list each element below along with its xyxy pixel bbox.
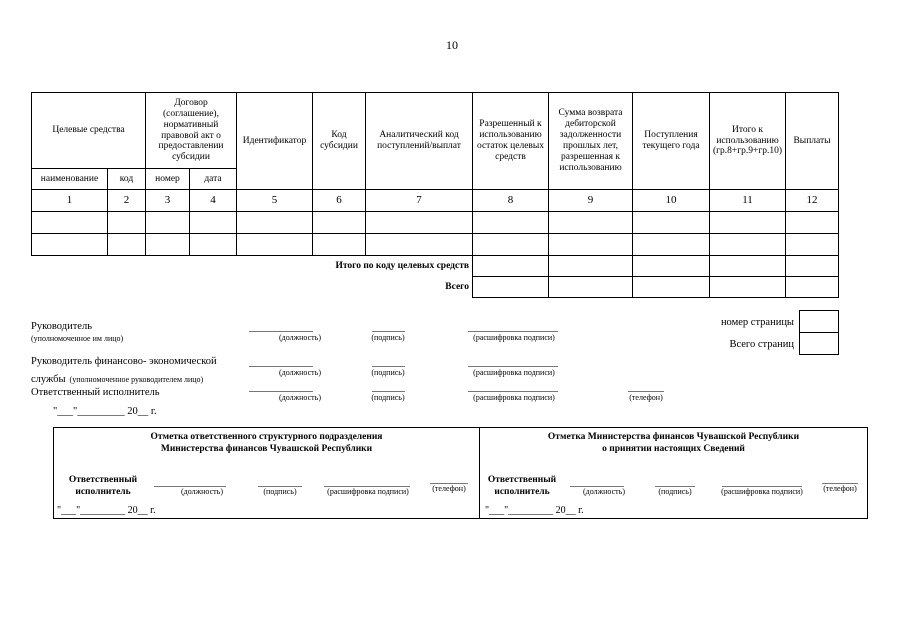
marks-box xyxy=(53,427,868,519)
page-number-box[interactable] xyxy=(799,310,839,333)
fin-head-label-2: службы xyxy=(31,374,66,385)
header-current-receipts: Поступления текущего года xyxy=(633,93,710,190)
total-by-code-row xyxy=(32,256,839,277)
head-position-caption: (должность) xyxy=(279,333,321,342)
left-phone-caption: (телефон) xyxy=(432,484,466,493)
fin-decoding-line xyxy=(468,366,558,367)
table-cell[interactable] xyxy=(786,277,839,298)
column-number: 3 xyxy=(146,190,190,212)
header-return-sum: Сумма возврата дебиторской задолженности прошлых лет, разрешенная к использованию xyxy=(549,93,633,190)
left-mark-title: Отметка ответственного структурного подразделения Министерства финансов Чувашской Республики xyxy=(150,432,383,454)
column-number: 11 xyxy=(710,190,786,212)
header-target-funds: Целевые средства xyxy=(32,93,146,169)
table-cell[interactable] xyxy=(549,277,633,298)
header-analytic-code: Аналитический код поступлений/выплат xyxy=(366,93,473,190)
right-signature-caption: (подпись) xyxy=(658,487,692,496)
subheader-code: код xyxy=(108,169,146,190)
left-position-caption: (должность) xyxy=(181,487,223,496)
table-cell[interactable] xyxy=(549,234,633,256)
head-position-line xyxy=(249,331,313,332)
table-cell[interactable] xyxy=(633,256,710,277)
table-cell[interactable] xyxy=(146,212,190,234)
header-allowed-remainder: Разрешенный к использованию остаток целевых средств xyxy=(473,93,549,190)
column-number: 5 xyxy=(237,190,313,212)
table-cell[interactable] xyxy=(473,256,549,277)
header-contract: Договор (соглашение), нормативный правовой акт о предоставлении субсидии xyxy=(146,93,237,169)
table-cell[interactable] xyxy=(710,256,786,277)
executor-date: "___"_________ 20__ г. xyxy=(53,406,157,417)
total-pages-box[interactable] xyxy=(799,332,839,355)
head-signature-line xyxy=(372,331,405,332)
exec-signature-line xyxy=(372,391,405,392)
table-cell[interactable] xyxy=(313,212,366,234)
fin-signature-caption: (подпись) xyxy=(371,368,405,377)
page-number-label: номер страницы xyxy=(720,317,794,328)
column-number: 12 xyxy=(786,190,839,212)
head-decoding-line xyxy=(468,331,558,332)
right-executor-label: Ответственный исполнитель xyxy=(487,475,557,497)
exec-phone-line xyxy=(628,391,664,392)
head-label: Руководитель xyxy=(31,321,92,332)
grand-total-label: Всего xyxy=(445,281,469,292)
page-number: 10 xyxy=(446,38,458,52)
table-row xyxy=(32,212,839,234)
table-cell[interactable] xyxy=(190,212,237,234)
total-pages-label: Всего страниц xyxy=(729,339,794,350)
table-cell[interactable] xyxy=(473,212,549,234)
table-cell[interactable] xyxy=(710,234,786,256)
grand-total-row xyxy=(32,277,839,298)
left-date: "___"_________ 20__ г. xyxy=(57,505,156,516)
fin-head-label-1: Руководитель финансово- экономической xyxy=(31,356,217,367)
column-numbers-row xyxy=(32,190,839,212)
table-cell[interactable] xyxy=(549,212,633,234)
column-number: 4 xyxy=(190,190,237,212)
exec-position-line xyxy=(249,391,313,392)
table-cell[interactable] xyxy=(633,277,710,298)
total-by-code-label: Итого по коду целевых средств xyxy=(335,260,469,271)
right-decoding-caption: (расшифровка подписи) xyxy=(721,487,803,496)
table-cell[interactable] xyxy=(473,277,549,298)
table-cell[interactable] xyxy=(366,234,473,256)
executor-label: Ответственный исполнитель xyxy=(31,387,160,398)
exec-decoding-line xyxy=(468,391,558,392)
right-phone-caption: (телефон) xyxy=(823,484,857,493)
target-funds-table xyxy=(31,92,839,298)
head-decoding-caption: (расшифровка подписи) xyxy=(473,333,555,342)
fin-head-note: (уполномоченное руководителем лицо) xyxy=(69,375,204,384)
exec-decoding-caption: (расшифровка подписи) xyxy=(473,393,555,402)
table-cell[interactable] xyxy=(313,234,366,256)
fin-position-line xyxy=(249,366,313,367)
left-executor-label: Ответственный исполнитель xyxy=(68,475,138,497)
table-cell[interactable] xyxy=(633,212,710,234)
exec-signature-caption: (подпись) xyxy=(371,393,405,402)
column-number: 2 xyxy=(108,190,146,212)
fin-decoding-caption: (расшифровка подписи) xyxy=(473,368,555,377)
table-cell[interactable] xyxy=(473,234,549,256)
table-cell[interactable] xyxy=(237,234,313,256)
exec-phone-caption: (телефон) xyxy=(629,393,663,402)
table-cell[interactable] xyxy=(786,212,839,234)
subheader-number: номер xyxy=(146,169,190,190)
table-cell[interactable] xyxy=(366,212,473,234)
header-payments: Выплаты xyxy=(786,93,839,190)
column-number: 9 xyxy=(549,190,633,212)
exec-position-caption: (должность) xyxy=(279,393,321,402)
head-signature-caption: (подпись) xyxy=(371,333,405,342)
subheader-date: дата xyxy=(190,169,237,190)
head-note: (уполномоченное им лицо) xyxy=(31,334,124,343)
header-subsidy-code: Код субсидии xyxy=(313,93,366,190)
table-cell[interactable] xyxy=(237,212,313,234)
table-row xyxy=(32,234,839,256)
table-cell[interactable] xyxy=(32,212,108,234)
table-cell[interactable] xyxy=(32,234,108,256)
table-cell[interactable] xyxy=(108,212,146,234)
table-cell[interactable] xyxy=(710,277,786,298)
table-cell[interactable] xyxy=(786,234,839,256)
table-cell[interactable] xyxy=(190,234,237,256)
column-number: 8 xyxy=(473,190,549,212)
subheader-name: наименование xyxy=(32,169,108,190)
header-total-use: Итого к использованию (гр.8+гр.9+гр.10) xyxy=(710,93,786,190)
left-decoding-caption: (расшифровка подписи) xyxy=(327,487,409,496)
fin-head-label-row xyxy=(31,369,203,387)
column-number: 10 xyxy=(633,190,710,212)
column-number: 7 xyxy=(366,190,473,212)
table-cell[interactable] xyxy=(146,234,190,256)
right-position-caption: (должность) xyxy=(583,487,625,496)
right-date: "___"_________ 20__ г. xyxy=(485,505,584,516)
header-identifier: Идентификатор xyxy=(237,93,313,190)
column-number: 6 xyxy=(313,190,366,212)
table-cell[interactable] xyxy=(786,256,839,277)
column-number: 1 xyxy=(32,190,108,212)
table-cell[interactable] xyxy=(549,256,633,277)
left-signature-caption: (подпись) xyxy=(263,487,297,496)
right-mark-title: Отметка Министерства финансов Чувашской Республики о принятии настоящих Сведений xyxy=(547,432,800,454)
fin-position-caption: (должность) xyxy=(279,368,321,377)
table-cell[interactable] xyxy=(108,234,146,256)
fin-signature-line xyxy=(372,366,405,367)
table-cell[interactable] xyxy=(633,234,710,256)
table-cell[interactable] xyxy=(710,212,786,234)
